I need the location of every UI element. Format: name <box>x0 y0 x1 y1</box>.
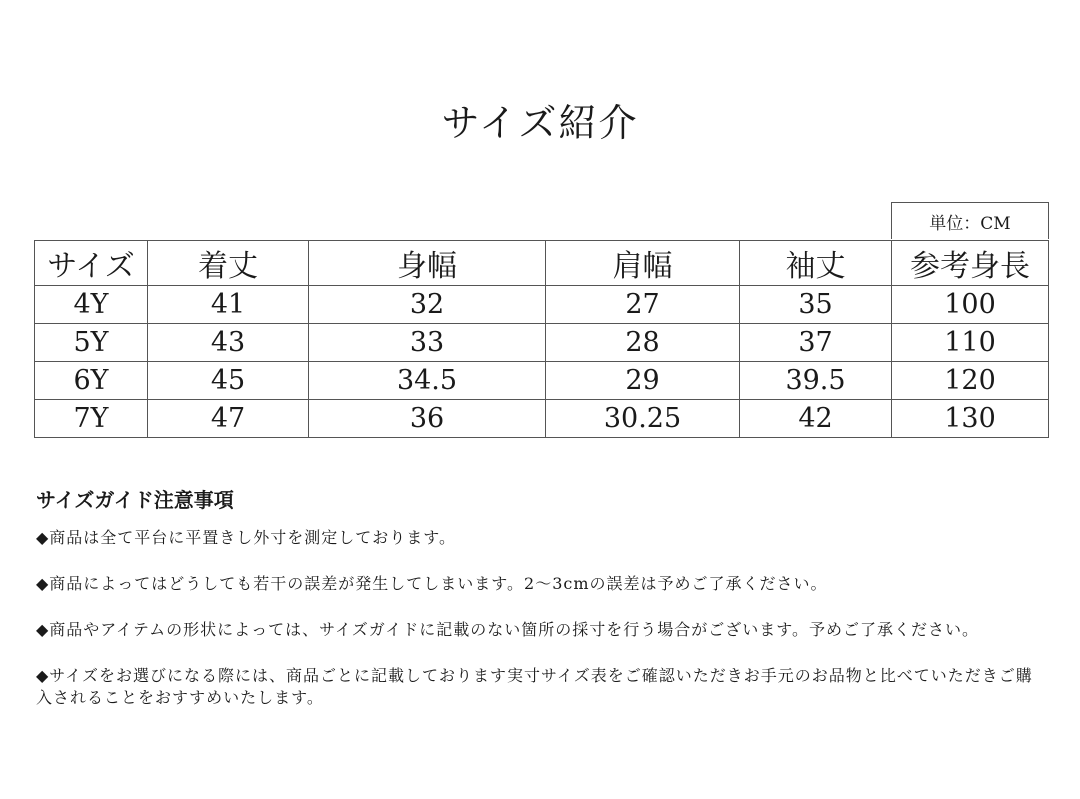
size-guide-notes <box>36 484 1046 733</box>
size-table <box>34 240 1049 438</box>
table-cell: 27 <box>546 286 740 324</box>
table-cell: 28 <box>546 324 740 362</box>
table-cell: 47 <box>148 400 309 438</box>
header-height: 参考身長 <box>892 241 1049 286</box>
table-cell: 5Y <box>35 324 148 362</box>
table-cell: 120 <box>892 362 1049 400</box>
table-cell: 42 <box>740 400 892 438</box>
table-cell: 45 <box>148 362 309 400</box>
header-length: 着丈 <box>148 241 309 286</box>
table-row <box>35 400 1049 438</box>
table-cell: 110 <box>892 324 1049 362</box>
header-sleeve: 袖丈 <box>740 241 892 286</box>
note-item: ◆商品は全て平台に平置きし外寸を測定しております。 <box>36 528 457 547</box>
table-cell: 100 <box>892 286 1049 324</box>
table-row <box>35 286 1049 324</box>
table-row <box>35 362 1049 400</box>
note-item: ◆サイズをお選びになる際には、商品ごとに記載しております実寸サイズ表をご確認いただきお手元のお品物と比べていただきご購入されることをおすすめいたします。 <box>36 666 1033 707</box>
table-cell: 32 <box>309 286 546 324</box>
header-width: 身幅 <box>309 241 546 286</box>
table-cell: 4Y <box>35 286 148 324</box>
notes-title: サイズガイド注意事項 <box>36 488 234 512</box>
table-header-row <box>35 241 1049 286</box>
unit-label: 単位：CM <box>891 202 1049 239</box>
table-cell: 35 <box>740 286 892 324</box>
table-row <box>35 324 1049 362</box>
table-cell: 37 <box>740 324 892 362</box>
header-shoulder: 肩幅 <box>546 241 740 286</box>
note-item: ◆商品によってはどうしても若干の誤差が発生してしまいます。2～3cmの誤差は予めご了承ください。 <box>36 574 828 593</box>
table-cell: 6Y <box>35 362 148 400</box>
table-cell: 29 <box>546 362 740 400</box>
table-cell: 43 <box>148 324 309 362</box>
header-size: サイズ <box>35 241 148 286</box>
table-cell: 41 <box>148 286 309 324</box>
table-cell: 33 <box>309 324 546 362</box>
table-cell: 36 <box>309 400 546 438</box>
table-cell: 39.5 <box>740 362 892 400</box>
table-cell: 130 <box>892 400 1049 438</box>
table-cell: 7Y <box>35 400 148 438</box>
table-cell: 30.25 <box>546 400 740 438</box>
page-title: サイズ紹介 <box>441 101 639 145</box>
note-item: ◆商品やアイテムの形状によっては、サイズガイドに記載のない箇所の採寸を行う場合がございます。予めご了承ください。 <box>36 620 980 639</box>
table-cell: 34.5 <box>309 362 546 400</box>
